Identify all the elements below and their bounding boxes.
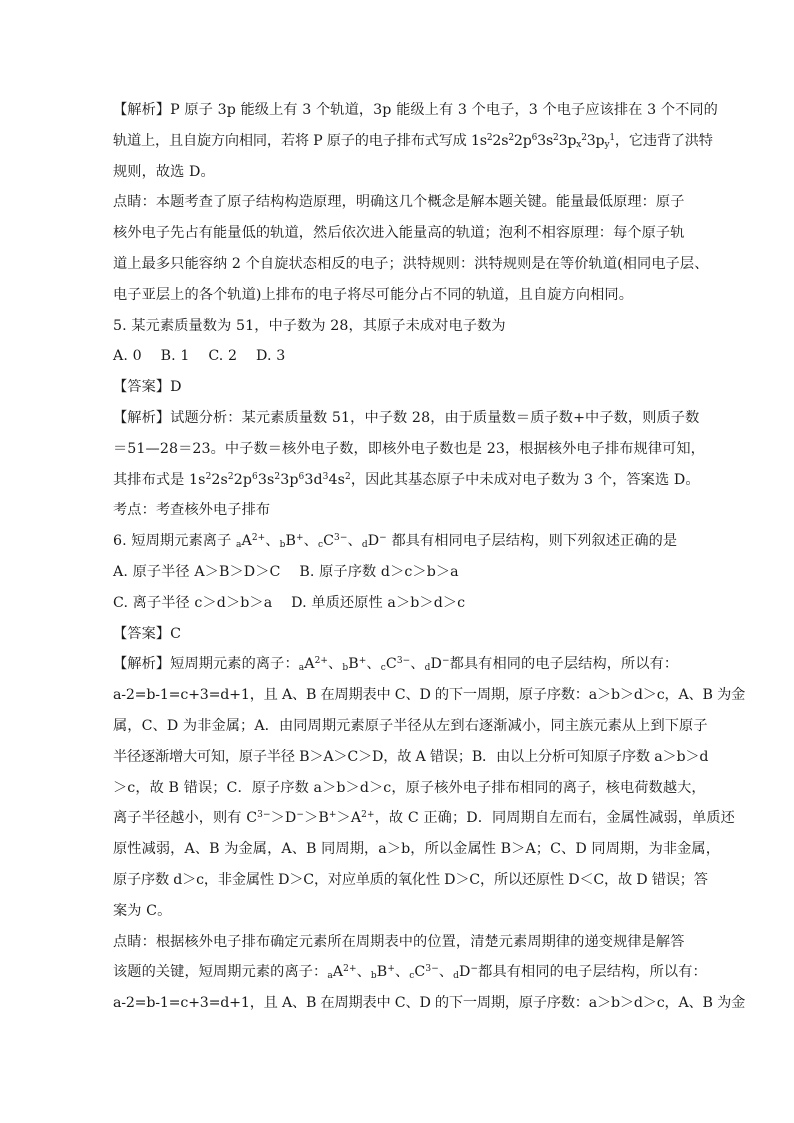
text: 4s — [328, 471, 346, 488]
text: ，它违背了洪特 — [614, 132, 713, 149]
text: 2s — [492, 132, 509, 149]
text: 【解析】短周期元素的离子： — [113, 656, 299, 673]
superscript: + — [358, 656, 367, 667]
ion-symbol: D — [459, 964, 471, 981]
text: 3s — [257, 471, 275, 488]
superscript: 2 — [274, 471, 281, 482]
q6-answer: 【答案】C — [113, 625, 182, 642]
text: 、 — [410, 656, 425, 673]
superscript: + — [295, 533, 304, 544]
text: 3p — [586, 132, 605, 149]
superscript: 2+ — [343, 964, 357, 975]
superscript: 2+ — [361, 810, 375, 821]
text: 离子半径越小，则有 C — [113, 810, 258, 827]
subscript: a — [235, 540, 242, 551]
text: ＞A — [336, 810, 362, 827]
q6-tip-line-3: a-2=b-1=c+3=d+1，且 A、B 在周期表中 C、D 的下一周期，原子序数：a＞b＞d＞c，A、B 为金 — [113, 995, 746, 1012]
subscript: c — [380, 663, 386, 674]
text: 2p — [233, 471, 253, 488]
text: 3s — [537, 132, 554, 149]
superscript: 3− — [334, 533, 348, 544]
text: 其排布式是 1s — [113, 471, 206, 488]
ion-symbol: B — [285, 533, 296, 550]
q6-analysis-line-1 — [113, 654, 683, 674]
ion-symbol: B — [348, 656, 359, 673]
ion-symbol: C — [414, 964, 426, 981]
superscript: 3− — [425, 964, 439, 975]
subscript: c — [317, 540, 324, 551]
q6-analysis-line-3: 属，C、D 为非金属；A．由同周期元素原子半径从左到右逐渐减小，同主族元素从上到下原子 — [113, 717, 708, 734]
q5-kaodian: 考点：考查核外电子排布 — [113, 502, 271, 519]
superscript: + — [387, 964, 395, 975]
text: 3d — [304, 471, 323, 488]
q6-analysis-line-7: 原性减弱，A、B 为金属，A、B 同周期，a＞b，所以金属性 B＞A；C、D 同周期，为非金属， — [113, 841, 721, 858]
q6-options-row-1: A. 原子半径 A＞B＞D＞C B. 原子序数 d＞c＞b＞a — [113, 563, 459, 580]
text: 2s — [211, 471, 228, 488]
superscript: − — [379, 533, 387, 544]
text: 、 — [366, 656, 381, 673]
document-body — [113, 100, 746, 1024]
analysis-text: P 原子 3p 能级上有 3 个轨道，3p 能级上有 3 个电子，3 个电子应该排在 3 个不同的 — [170, 102, 718, 118]
ion-symbol: A — [241, 533, 252, 550]
q5-options: A. 0 B. 1 C. 2 D. 3 — [113, 348, 286, 365]
superscript: 3− — [257, 810, 271, 821]
ion-symbol: D — [367, 533, 380, 550]
text: ，故 C 正确；D．同周期自左而右，金属性减弱，单质还 — [374, 810, 735, 827]
superscript: − — [441, 656, 450, 667]
superscript: 6 — [252, 471, 258, 482]
subscript: b — [370, 971, 377, 982]
q6-tip-line-2 — [113, 962, 707, 982]
text: 轨道上，且自旋方向相同，若将 P 原子的电子排布式写成 1s — [113, 132, 487, 149]
subscript: b — [279, 540, 286, 551]
q6-question — [113, 531, 683, 551]
superscript: 1 — [609, 132, 615, 143]
q4-analysis-line-2 — [113, 131, 713, 151]
q5-analysis-line-1: 【解析】试题分析：某元素质量数 51，中子数 28，由于质量数＝质子数+中子数，则质子数 — [113, 409, 700, 426]
superscript: 2+ — [314, 656, 329, 667]
subscript: x — [576, 139, 582, 150]
subscript: y — [604, 139, 610, 150]
ion-symbol: D — [430, 656, 442, 673]
ion-symbol: B — [376, 964, 388, 981]
text: 都具有相同电子层结构，则下列叙述正确的是 — [386, 533, 678, 550]
subscript: d — [424, 663, 431, 674]
text: ＞D — [270, 810, 297, 827]
subscript: b — [342, 663, 349, 674]
superscript: 3− — [396, 656, 411, 667]
q4-tip-line-2: 核外电子先占有能量低的轨道，然后依次进入能量高的轨道；泡利不相容原理：每个原子轨 — [113, 225, 685, 242]
ion-symbol: C — [323, 533, 335, 550]
superscript: 2 — [205, 471, 212, 482]
superscript: 2 — [227, 471, 234, 482]
superscript: 6 — [531, 132, 538, 143]
text: 该题的关键，短周期元素的离子： — [113, 964, 328, 981]
q4-tip-line-1: 点睛：本题考查了原子结构构造原理，明确这几个概念是解本题关键。能量最低原理：原子 — [113, 194, 685, 211]
superscript: + — [328, 810, 337, 821]
text: 、 — [356, 964, 371, 981]
q6-analysis-line-9: 案为 C。 — [113, 902, 172, 919]
q4-tip-line-4: 电子亚层上的各个轨道)上排布的电子将尽可能分占不同的轨道，且自旋方向相同。 — [113, 286, 633, 303]
superscript: 2 — [345, 471, 351, 482]
text: 6. 短周期元素离子 — [113, 533, 236, 550]
text: 、 — [438, 964, 454, 981]
text: 都具有相同的电子层结构，所以有： — [449, 656, 679, 673]
q6-analysis-line-5: ＞c，故 B 错误；C．原子序数 a＞b＞d＞c，原子核外电子排布相同的离子，核电荷数越大， — [113, 779, 706, 796]
text: 、 — [328, 656, 343, 673]
text: 、 — [265, 533, 280, 550]
q6-analysis-line-8: 原子序数 d＞c，非金属性 D＞C，对应单质的氧化性 D＞C，所以还原性 D＜C，故 D 错误；答 — [113, 871, 708, 888]
text: 都具有相同的电子层结构，所以有： — [478, 964, 707, 981]
superscript: − — [296, 810, 305, 821]
q5-answer: 【答案】D — [113, 379, 182, 396]
q6-analysis-line-6 — [113, 808, 735, 828]
subscript: d — [361, 540, 368, 551]
q6-tip-line-1: 点睛：根据核外电子排布确定元素所在周期表中的位置，清楚元素周期律的递变规律是解答 — [113, 933, 685, 950]
text: 、 — [347, 533, 362, 550]
text: 2p — [513, 132, 532, 149]
q5-analysis-line-2: ＝51—28＝23。中子数＝核外电子数，即核外电子数也是 23，根据核外电子排布规律可知， — [113, 440, 705, 457]
q6-analysis-line-2: a-2=b-1=c+3=d+1，且 A、B 在周期表中 C、D 的下一周期，原子序数：a＞b＞d＞c，A、B 为金 — [113, 687, 746, 704]
text: 3p — [280, 471, 299, 488]
text: 、 — [303, 533, 318, 550]
text: ＞B — [304, 810, 329, 827]
subscript: c — [409, 971, 415, 982]
q6-analysis-line-4: 半径逐渐增大可知，原子半径 B＞A＞C＞D，故 A 错误；B．由以上分析可知原子序数 a＞b＞d — [113, 748, 709, 765]
superscript: 2 — [486, 132, 493, 143]
q6-options-row-2: C. 离子半径 c＞d＞b＞a D. 单质还原性 a＞b＞d＞c — [113, 594, 466, 611]
subscript: a — [327, 971, 333, 982]
superscript: − — [470, 964, 479, 975]
superscript: 2 — [508, 132, 514, 143]
text: 3p — [558, 132, 577, 149]
superscript: 3 — [322, 471, 329, 482]
q4-analysis-line-1 — [113, 100, 718, 120]
q5-analysis-line-3 — [113, 470, 700, 490]
q5-question: 5. 某元素质量数为 51，中子数为 28，其原子未成对电子数为 — [113, 317, 506, 334]
superscript: 2 — [581, 132, 587, 143]
superscript: 2 — [553, 132, 559, 143]
subscript: a — [298, 663, 305, 674]
ion-symbol: A — [332, 964, 344, 981]
analysis-label: 【解析】 — [113, 102, 171, 118]
subscript: d — [453, 971, 460, 982]
text: ，因此其基态原子中未成对电子数为 3 个，答案选 D。 — [350, 471, 700, 488]
ion-symbol: A — [304, 656, 315, 673]
superscript: 2+ — [251, 533, 266, 544]
superscript: 6 — [298, 471, 305, 482]
text: 、 — [394, 964, 410, 981]
q4-tip-line-3: 道上最多只能容纳 2 个自旋状态相反的电子；洪特规则：洪特规则是在等价轨道(相同电子层、 — [113, 255, 709, 272]
q4-analysis-line-3: 规则，故选 D。 — [113, 163, 215, 180]
ion-symbol: C — [385, 656, 397, 673]
